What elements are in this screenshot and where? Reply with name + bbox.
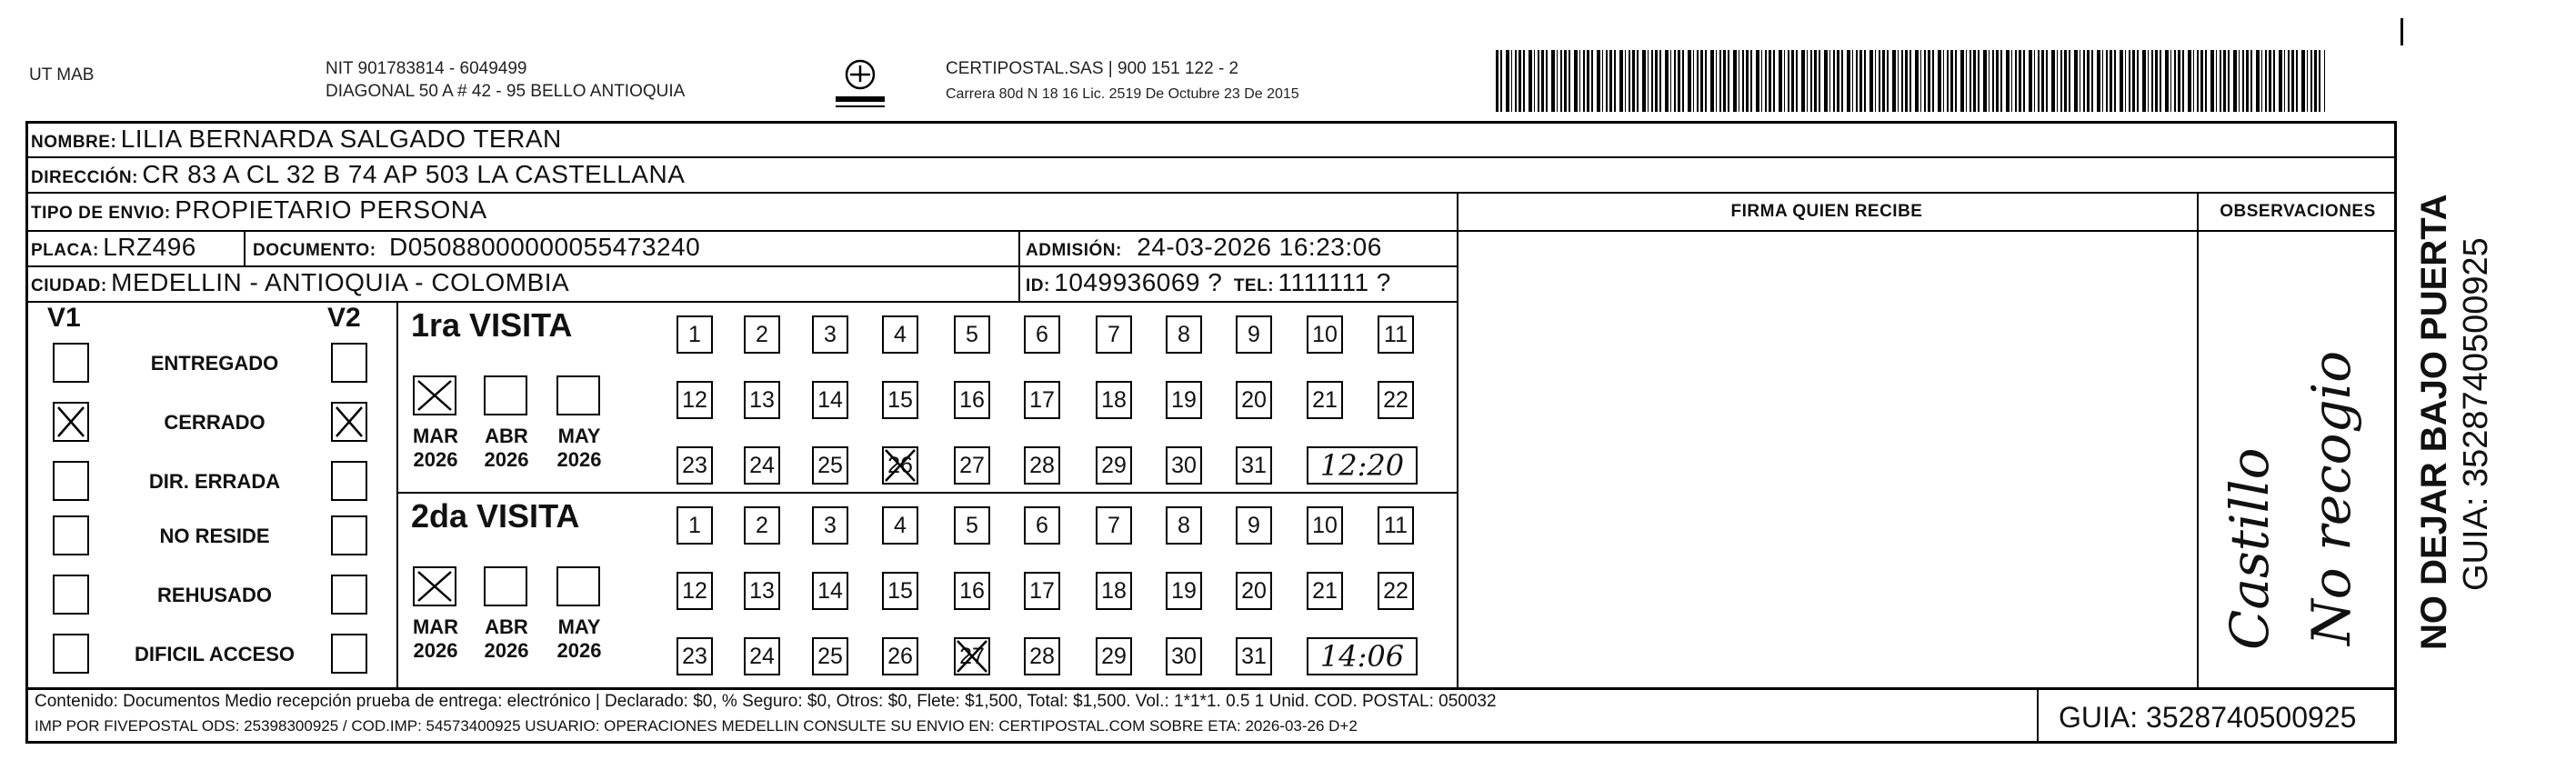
day-box[interactable]: 27 <box>954 637 990 675</box>
placa-label: PLACA: <box>31 241 99 260</box>
direccion-value: CR 83 A CL 32 B 74 AP 503 LA CASTELLANA <box>142 160 686 188</box>
day-box[interactable]: 20 <box>1236 381 1272 419</box>
day-box[interactable]: 14 <box>812 572 848 610</box>
day-box[interactable]: 9 <box>1236 315 1272 354</box>
day-box[interactable]: 29 <box>1096 637 1132 675</box>
day-box[interactable]: 15 <box>882 572 918 610</box>
day-box[interactable]: 6 <box>1024 315 1060 354</box>
v1-checkbox[interactable] <box>53 402 89 442</box>
day-box[interactable]: 22 <box>1378 381 1414 419</box>
documento-row <box>253 234 700 265</box>
admision-row <box>1026 234 1382 265</box>
day-box[interactable]: 18 <box>1096 381 1132 419</box>
barcode <box>1496 50 2325 112</box>
footer-guia: GUIA: 3528740500925 <box>2059 701 2357 734</box>
month-name: ABR <box>485 615 528 638</box>
day-box[interactable]: 26 <box>882 637 918 675</box>
day-box[interactable]: 1 <box>677 315 713 354</box>
no-dejar-warning: NO DEJAR BAJO PUERTA <box>2414 194 2454 650</box>
day-box[interactable]: 2 <box>744 315 780 354</box>
v1-header: V1 <box>47 303 81 333</box>
placa-value: LRZ496 <box>103 233 196 261</box>
tel-value: 1111111 ? <box>1278 268 1391 296</box>
month-checkbox[interactable] <box>556 375 600 415</box>
day-box[interactable]: 28 <box>1024 637 1060 675</box>
day-box[interactable]: 4 <box>882 506 918 545</box>
month-checkbox[interactable] <box>413 375 456 415</box>
v2-checkbox[interactable] <box>331 634 367 674</box>
day-box[interactable]: 13 <box>744 572 780 610</box>
visit-time[interactable]: 12:20 <box>1307 446 1418 485</box>
day-box[interactable]: 10 <box>1307 506 1343 545</box>
day-box[interactable]: 23 <box>677 637 713 675</box>
nombre-value: LILIA BERNARDA SALGADO TERAN <box>120 125 562 153</box>
month-label <box>404 615 467 663</box>
day-box[interactable]: 21 <box>1307 572 1343 610</box>
month-name: MAY <box>557 615 601 638</box>
month-label <box>547 425 611 472</box>
visit-time[interactable]: 14:06 <box>1307 637 1418 675</box>
nombre-label: NOMBRE: <box>31 133 117 152</box>
id-row <box>1026 269 1391 301</box>
day-box[interactable]: 12 <box>677 381 713 419</box>
footer-print-info: IMP POR FIVEPOSTAL ODS: 25398300925 / COD.IMP: 54573400925 USUARIO: OPERACIONES MEDELLIN CONSULTE SU ENVIO EN: CERTIPOSTAL.COM SOBRE ETA: 2026-03-26 D+2 <box>35 717 1358 735</box>
day-box[interactable]: 23 <box>677 446 713 485</box>
visit-title: 2da VISITA <box>411 497 580 535</box>
company-address: DIAGONAL 50 A # 42 - 95 BELLO ANTIOQUIA <box>326 82 686 101</box>
day-box[interactable]: 19 <box>1166 572 1202 610</box>
visit-title: 1ra VISITA <box>411 306 573 344</box>
check-x-icon <box>55 404 87 440</box>
month-label <box>475 615 538 663</box>
month-label <box>475 425 538 472</box>
status-label: NO RESIDE <box>159 525 270 547</box>
v2-checkbox[interactable] <box>331 575 367 615</box>
month-year: 2026 <box>556 639 602 662</box>
nombre-row <box>31 125 562 157</box>
month-year: 2026 <box>484 639 529 662</box>
month-label <box>547 615 611 663</box>
day-box[interactable]: 7 <box>1096 315 1132 354</box>
day-box[interactable]: 18 <box>1096 572 1132 610</box>
footer-content: Contenido: Documentos Medio recepción prueba de entrega: electrónico | Declarado: $0, % Seguro: $0, Otros: $0, Flete: $1,500, Total: $1,500. Vol.: 1*1*1. 0.5 1 Unid. COD. POSTAL: 050032 <box>35 692 1497 711</box>
side-guia: GUIA: 3528740500925 <box>2457 237 2495 591</box>
day-box[interactable]: 3 <box>812 506 848 545</box>
v1-checkbox[interactable] <box>53 461 89 501</box>
month-name: MAY <box>557 425 601 447</box>
month-checkbox[interactable] <box>556 566 600 606</box>
day-box[interactable]: 30 <box>1166 446 1202 485</box>
day-box[interactable]: 29 <box>1096 446 1132 485</box>
v2-header: V2 <box>327 303 361 333</box>
month-year: 2026 <box>413 448 458 471</box>
certipostal-logo <box>832 56 888 113</box>
status-label: ENTREGADO <box>150 352 279 375</box>
day-box[interactable]: 25 <box>812 637 848 675</box>
day-box[interactable]: 31 <box>1236 446 1272 485</box>
day-box[interactable]: 16 <box>954 381 990 419</box>
v1-checkbox[interactable] <box>53 343 89 383</box>
day-box[interactable]: 27 <box>954 446 990 485</box>
month-name: MAR <box>412 615 459 638</box>
day-box[interactable]: 26 <box>882 446 918 485</box>
day-box[interactable]: 16 <box>954 572 990 610</box>
check-x-icon <box>415 568 455 605</box>
observaciones-label: OBSERVACIONES <box>2220 202 2376 221</box>
day-box[interactable]: 28 <box>1024 446 1060 485</box>
day-box[interactable]: 11 <box>1378 506 1414 545</box>
day-box[interactable]: 6 <box>1024 506 1060 545</box>
direccion-row <box>31 161 685 193</box>
documento-label: DOCUMENTO: <box>253 241 376 260</box>
month-checkbox[interactable] <box>484 375 527 415</box>
nit: NIT 901783814 - 6049499 <box>326 59 527 78</box>
day-box[interactable]: 15 <box>882 381 918 419</box>
day-box[interactable]: 25 <box>812 446 848 485</box>
status-label: CERRADO <box>164 411 266 434</box>
corner-mark <box>2401 18 2403 45</box>
observaciones-handwriting-1: Castillo <box>2219 447 2280 650</box>
month-year: 2026 <box>484 448 529 471</box>
day-box[interactable]: 8 <box>1166 315 1202 354</box>
carrier-license: Carrera 80d N 18 16 Lic. 2519 De Octubre 23 De 2015 <box>946 86 1299 102</box>
day-box[interactable]: 7 <box>1096 506 1132 545</box>
tel-label: TEL: <box>1233 276 1275 295</box>
day-box[interactable]: 31 <box>1236 637 1272 675</box>
day-box[interactable]: 2 <box>744 506 780 545</box>
day-box[interactable]: 5 <box>954 315 990 354</box>
tipo-row <box>31 196 487 228</box>
day-box[interactable]: 1 <box>677 506 713 545</box>
day-box[interactable]: 9 <box>1236 506 1272 545</box>
status-label: DIR. ERRADA <box>148 470 281 493</box>
v2-checkbox[interactable] <box>331 402 367 442</box>
day-box[interactable]: 8 <box>1166 506 1202 545</box>
day-box[interactable]: 11 <box>1378 315 1414 354</box>
day-box[interactable]: 3 <box>812 315 848 354</box>
v1-checkbox[interactable] <box>53 634 89 674</box>
month-label <box>404 425 467 472</box>
month-checkbox[interactable] <box>413 566 456 606</box>
v2-checkbox[interactable] <box>331 343 367 383</box>
month-checkbox[interactable] <box>484 566 527 606</box>
id-label: ID: <box>1026 276 1050 295</box>
firma-label: FIRMA QUIEN RECIBE <box>1730 202 1923 221</box>
tipo-label: TIPO DE ENVIO: <box>31 204 171 223</box>
ciudad-label: CIUDAD: <box>31 276 107 295</box>
id-value: 1049936069 ? <box>1054 268 1223 296</box>
day-box[interactable]: 19 <box>1166 381 1202 419</box>
day-box[interactable]: 13 <box>744 381 780 419</box>
month-year: 2026 <box>556 448 602 471</box>
day-box[interactable]: 4 <box>882 315 918 354</box>
day-box[interactable]: 22 <box>1378 572 1414 610</box>
observaciones-handwriting-2: No recogio <box>2300 350 2362 645</box>
day-box[interactable]: 21 <box>1307 381 1343 419</box>
company-name: UT MAB <box>29 65 95 85</box>
day-box[interactable]: 17 <box>1024 381 1060 419</box>
day-box[interactable]: 20 <box>1236 572 1272 610</box>
direccion-label: DIRECCIÓN: <box>31 168 138 187</box>
day-box[interactable]: 10 <box>1307 315 1343 354</box>
month-year: 2026 <box>413 639 458 662</box>
status-label: REHUSADO <box>157 584 272 606</box>
v2-checkbox[interactable] <box>331 515 367 555</box>
ciudad-value: MEDELLIN - ANTIOQUIA - COLOMBIA <box>111 268 570 296</box>
placa-row <box>31 234 196 265</box>
day-box[interactable]: 17 <box>1024 572 1060 610</box>
admision-value: 24-03-2026 16:23:06 <box>1137 233 1382 261</box>
v2-checkbox[interactable] <box>331 461 367 501</box>
check-x-icon <box>333 404 366 440</box>
day-box[interactable]: 14 <box>812 381 848 419</box>
month-name: MAR <box>412 425 459 447</box>
status-label: DIFICIL ACCESO <box>134 643 295 665</box>
month-name: ABR <box>485 425 528 447</box>
documento-value: D05088000000055473240 <box>389 233 701 261</box>
day-box[interactable]: 30 <box>1166 637 1202 675</box>
day-box[interactable]: 5 <box>954 506 990 545</box>
check-x-icon <box>415 377 455 414</box>
ciudad-row <box>31 269 569 301</box>
carrier-name: CERTIPOSTAL.SAS | 900 151 122 - 2 <box>946 59 1239 78</box>
tipo-value: PROPIETARIO PERSONA <box>175 195 487 224</box>
day-box[interactable]: 24 <box>744 637 780 675</box>
v1-checkbox[interactable] <box>53 515 89 555</box>
v1-checkbox[interactable] <box>53 575 89 615</box>
admision-label: ADMISIÓN: <box>1026 241 1122 260</box>
day-box[interactable]: 12 <box>677 572 713 610</box>
day-box[interactable]: 24 <box>744 446 780 485</box>
